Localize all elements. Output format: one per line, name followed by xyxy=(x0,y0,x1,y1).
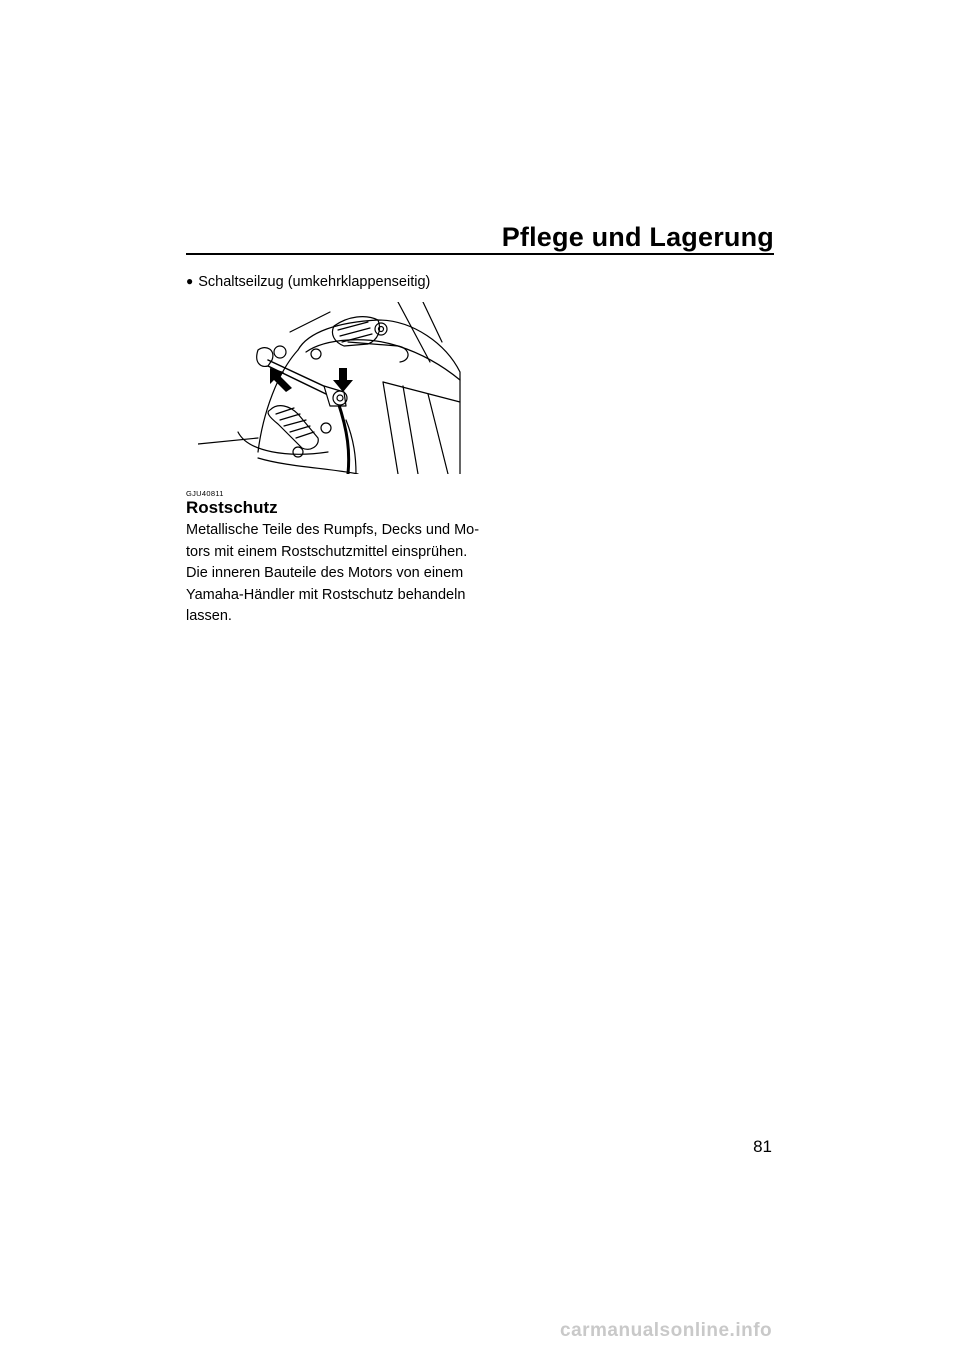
body-line: Die inneren Bauteile des Motors von einem xyxy=(186,565,464,581)
wrench xyxy=(257,346,347,433)
section-title: Rostschutz xyxy=(186,498,278,517)
body-line: Yamaha-Händler mit Rostschutz behandeln xyxy=(186,586,466,603)
section-code: GJU40811 xyxy=(186,489,224,498)
shift-cable-illustration xyxy=(198,302,462,474)
watermark-link[interactable]: carmanualsonline.info xyxy=(560,1320,773,1341)
arrow-down-icon xyxy=(333,368,353,392)
body-line: lassen. xyxy=(186,608,232,624)
body-line: tors mit einem Rostschutzmittel einsprühen. xyxy=(186,543,468,560)
bullet-icon: ● xyxy=(186,274,194,288)
body-line: Metallische Teile des Rumpfs, Decks und Mo- xyxy=(186,522,480,538)
bellows-bottom xyxy=(268,406,318,457)
arrow-left-icon xyxy=(270,368,292,392)
page-header-title: Pflege und Lagerung xyxy=(501,222,774,252)
bullet-list-item xyxy=(186,274,430,290)
section-body xyxy=(186,520,486,628)
header-rule xyxy=(186,253,774,255)
bullet-text: Schaltseilzug (umkehrklappenseitig) xyxy=(198,274,431,290)
page-number: 81 xyxy=(753,1137,772,1156)
ground-lines xyxy=(198,432,358,474)
